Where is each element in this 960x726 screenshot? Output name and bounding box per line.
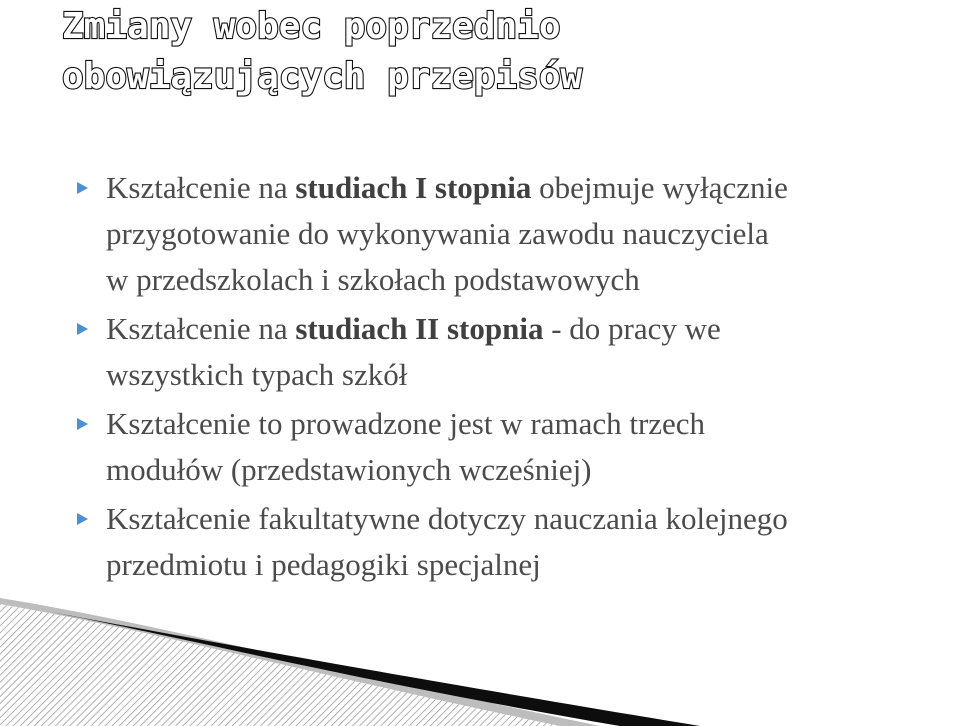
bullet-line [106,542,958,588]
bullet-text: wszystkich typach szkół [106,357,408,392]
bullet-text: przedmiotu i pedagogiki specjalnej [106,547,541,582]
bullet-arrow-icon [77,513,88,525]
bullet-item [0,401,960,493]
bullet-text: w przedszkolach i szkołach podstawowych [106,262,640,297]
bullet-line [106,257,958,303]
bullet-text: obejmuje wyłącznie [531,170,788,205]
bullet-text: Kształcenie na [106,311,296,346]
bullet-line [106,496,958,542]
bullet-line [106,165,958,211]
bullet-arrow-icon [77,323,88,335]
bullet-line [106,211,958,257]
bullet-line [106,447,958,493]
decorative-footer-swoosh [0,590,960,726]
bullet-line [106,401,958,447]
bullet-emphasis: studiach I stopnia [295,170,532,205]
bullet-text: Kształcenie to prowadzone jest w ramach trzech [106,406,706,441]
bullet-arrow-icon [77,418,88,430]
bullet-text: przygotowanie do wykonywania zawodu nauczyciela [106,216,769,251]
bullet-line [106,352,958,398]
slide-title [62,2,582,102]
bullet-line [106,306,958,352]
bullet-text: - do pracy we [543,311,721,346]
slide-title-line-1: Zmiany wobec poprzednio [62,6,561,47]
slide-title-line-2: obowiązujących przepisów [62,56,583,97]
bullet-item [0,165,960,303]
bullet-text: Kształcenie fakultatywne dotyczy nauczania kolejnego [106,501,788,536]
bullet-arrow-icon [77,182,88,194]
bullet-text: Kształcenie na [106,170,296,205]
bullet-list [0,165,960,591]
bullet-emphasis: studiach II stopnia [295,311,544,346]
bullet-text: modułów (przedstawionych wcześniej) [106,452,592,487]
bullet-item [0,496,960,588]
bullet-item [0,306,960,398]
